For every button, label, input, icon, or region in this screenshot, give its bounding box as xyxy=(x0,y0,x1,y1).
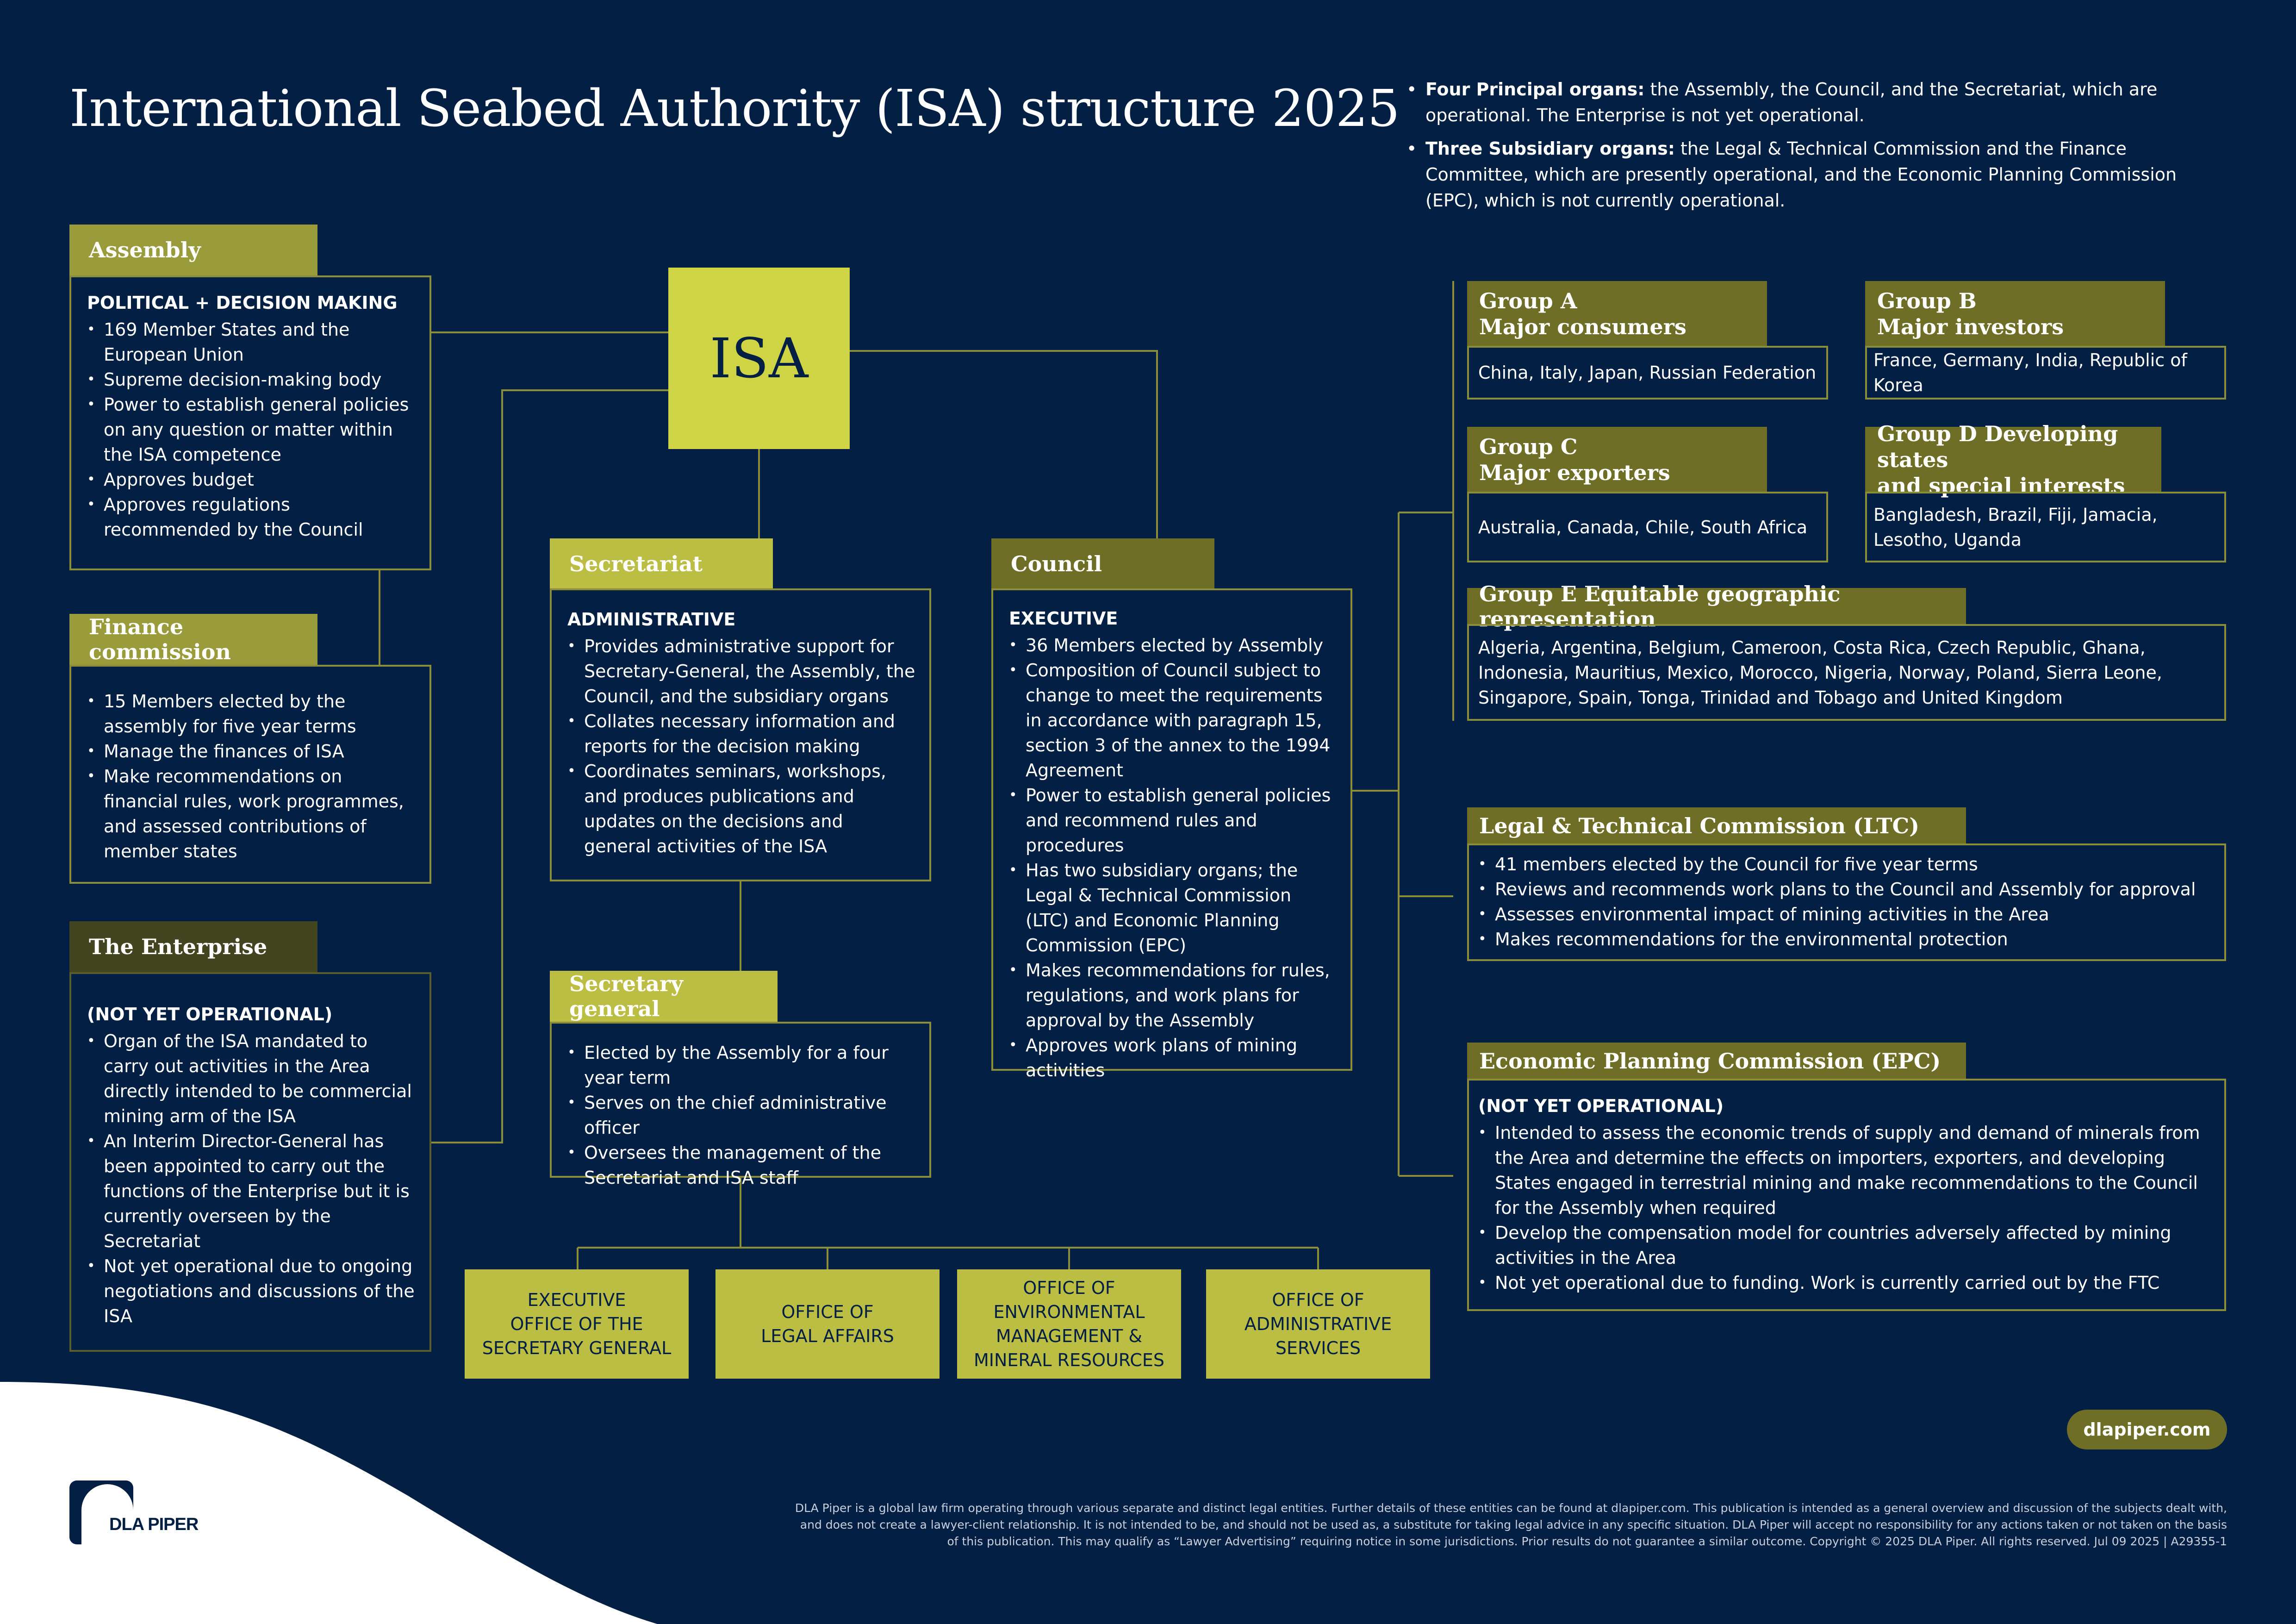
secretariat-tab: Secretariat xyxy=(550,538,773,589)
finance-list xyxy=(87,689,416,864)
group-a-title: Group A xyxy=(1479,288,1577,313)
group-e-members: Algeria, Argentina, Belgium, Cameroon, Costa Rica, Czech Republic, Ghana, Indonesia, Mauritius, Mexico, Morocco, Nigeria, Norway, Poland, Sierra Leone, Singapore, Spain, Tonga, Trinidad and Tobago and United Kingdom xyxy=(1467,624,2226,721)
list-item: • Approves regulations recommended by the Council xyxy=(87,492,416,542)
group-d-members: Bangladesh, Brazil, Fiji, Jamacia, Lesotho, Uganda xyxy=(1865,492,2226,562)
dla-piper-logo-text: DLA PIPER xyxy=(109,1515,199,1534)
group-b-tab xyxy=(1865,281,2165,347)
list-item: • Not yet operational due to funding. Work is currently carried out by the FTC xyxy=(1478,1270,2215,1295)
list-item: • Reviews and recommends work plans to the Council and Assembly for approval xyxy=(1478,877,2215,902)
secretariat-box xyxy=(550,588,931,881)
group-a-members: China, Italy, Japan, Russian Federation xyxy=(1467,346,1828,400)
ltc-box xyxy=(1467,843,2226,961)
list-item: • Collates necessary information and reports for the decision making xyxy=(567,709,915,759)
list-item: • Provides administrative support for Secretary-General, the Assembly, the Council, and the subsidiary organs xyxy=(567,634,915,709)
list-item: • Serves on the chief administrative officer xyxy=(567,1090,915,1140)
list-item: • 15 Members elected by the assembly for five year terms xyxy=(87,689,416,739)
list-item: • Develop the compensation model for countries adversely affected by mining activities in the Area xyxy=(1478,1220,2215,1270)
list-item: • Intended to assess the economic trends of supply and demand of minerals from the Area and determine the effects on importers, exporters, and developing States engaged in terrestrial mining and make recommendations to the Council for the Assembly when required xyxy=(1478,1120,2215,1220)
epc-box xyxy=(1467,1079,2226,1311)
council-box xyxy=(991,588,1352,1081)
group-d-title: Group D Developing states xyxy=(1877,421,2118,472)
group-c-tab xyxy=(1467,427,1767,493)
intro-item-subsidiary: • Three Subsidiary organs: the Legal & Technical Commission and the Finance Committee, which are presently operational, and the Economic Planning Commission (EPC), which is not currently operational. xyxy=(1405,136,2219,213)
group-c-title: Group C xyxy=(1479,434,1578,459)
office-administrative-services: OFFICE OF ADMINISTRATIVE SERVICES xyxy=(1206,1269,1430,1379)
group-d-tab xyxy=(1865,421,2161,498)
dla-piper-logo-mark xyxy=(69,1480,133,1544)
group-e-tab: Group E Equitable geographic representation xyxy=(1467,588,1966,625)
enterprise-list xyxy=(87,1029,416,1329)
list-item: • Make recommendations on financial rules, work programmes, and assessed contributions of member states xyxy=(87,764,416,864)
secretariat-list xyxy=(567,634,915,859)
enterprise-box xyxy=(69,972,431,1352)
list-item: • Composition of Council subject to change to meet the requirements in accordance with paragraph 15, section 3 of the annex to the 1994 Agreement xyxy=(1009,658,1337,783)
enterprise-heading: (NOT YET OPERATIONAL) xyxy=(87,1004,333,1024)
list-item: • Makes recommendations for rules, regulations, and work plans for approval by the Assembly xyxy=(1009,958,1337,1033)
list-item: • Makes recommendations for the environmental protection xyxy=(1478,927,2215,952)
list-item: • Supreme decision-making body xyxy=(87,367,416,392)
group-d-subtitle: and special interests xyxy=(1877,473,2125,498)
group-b-title: Group B xyxy=(1877,288,1977,313)
list-item: • Oversees the management of the Secretariat and ISA staff xyxy=(567,1140,915,1190)
list-item: • Assesses environmental impact of mining activities in the Area xyxy=(1478,902,2215,927)
list-item: • Approves work plans of mining activities xyxy=(1009,1033,1337,1083)
council-tab: Council xyxy=(991,538,1214,589)
assembly-heading: POLITICAL + DECISION MAKING xyxy=(87,293,398,313)
assembly-list xyxy=(87,317,416,542)
council-list xyxy=(1009,633,1337,1083)
assembly-box xyxy=(69,275,431,570)
list-item: • Coordinates seminars, workshops, and produces publications and updates on the decisions and general activities of the ISA xyxy=(567,759,915,859)
list-item: • 169 Member States and the European Union xyxy=(87,317,416,367)
list-item: • Power to establish general policies and recommend rules and procedures xyxy=(1009,783,1337,858)
enterprise-tab: The Enterprise xyxy=(69,921,317,972)
page-title: International Seabed Authority (ISA) structure 2025 xyxy=(69,79,1400,138)
ltc-list xyxy=(1478,852,2215,952)
group-b-subtitle: Major investors xyxy=(1877,314,2064,339)
secretary-general-box xyxy=(550,1022,931,1188)
epc-heading: (NOT YET OPERATIONAL) xyxy=(1478,1096,1724,1116)
list-item: • Has two subsidiary organs; the Legal & Technical Commission (LTC) and Economic Planning Commission (EPC) xyxy=(1009,858,1337,958)
disclaimer: DLA Piper is a global law firm operating through various separate and distinct legal entities. Further details of these entities can be found at dlapiper.com. This publication is intended as a general overview and discussion of the subjects dealt with, and does not create a lawyer-client relationship. It is not intended to be, and should not be used as, a substitute for taking legal advice in any specific situation. DLA Piper will accept no responsibility for any actions taken or not taken on the basis of this publication. This may qualify as “Lawyer Advertising” requiring notice in some jurisdictions. Prior results do not guarantee a similar outcome. Copyright © 2025 DLA Piper. All rights reserved. Jul 09 2025 | A29355-1 xyxy=(795,1501,2227,1548)
list-item: • Manage the finances of ISA xyxy=(87,739,416,764)
group-a-subtitle: Major consumers xyxy=(1479,314,1686,339)
office-environmental-management: OFFICE OF ENVIRONMENTAL MANAGEMENT & MINERAL RESOURCES xyxy=(957,1269,1181,1379)
list-item: • 36 Members elected by Assembly xyxy=(1009,633,1337,658)
list-item: • Not yet operational due to ongoing negotiations and discussions of the ISA xyxy=(87,1254,416,1329)
finance-box xyxy=(69,665,431,884)
list-item: • Elected by the Assembly for a four year term xyxy=(567,1040,915,1090)
secretary-general-tab: Secretary general xyxy=(550,971,778,1022)
list-item: • Organ of the ISA mandated to carry out activities in the Area directly intended to be commercial mining arm of the ISA xyxy=(87,1029,416,1129)
group-a-tab xyxy=(1467,281,1767,347)
epc-list xyxy=(1478,1120,2215,1295)
isa-box: ISA xyxy=(668,268,850,449)
assembly-tab: Assembly xyxy=(69,225,317,275)
list-item: • Approves budget xyxy=(87,467,416,492)
list-item: • 41 members elected by the Council for five year terms xyxy=(1478,852,2215,877)
intro-notes xyxy=(1405,76,2219,221)
dlapiper-link[interactable]: dlapiper.com xyxy=(2067,1410,2227,1449)
group-c-subtitle: Major exporters xyxy=(1479,460,1670,485)
secretary-general-list xyxy=(567,1040,915,1190)
epc-tab: Economic Planning Commission (EPC) xyxy=(1467,1043,1966,1080)
finance-tab: Finance commission xyxy=(69,614,317,665)
council-heading: EXECUTIVE xyxy=(1009,608,1118,629)
group-c-members: Australia, Canada, Chile, South Africa xyxy=(1467,492,1828,562)
secretariat-heading: ADMINISTRATIVE xyxy=(567,609,736,630)
intro-item-principal: • Four Principal organs: the Assembly, the Council, and the Secretariat, which are operational. The Enterprise is not yet operational. xyxy=(1405,76,2219,128)
list-item: • An Interim Director-General has been appointed to carry out the functions of the Enterprise but it is currently overseen by the Secretariat xyxy=(87,1129,416,1254)
office-executive-secretary-general: EXECUTIVE OFFICE OF THE SECRETARY GENERAL xyxy=(465,1269,689,1379)
ltc-tab: Legal & Technical Commission (LTC) xyxy=(1467,807,1966,844)
list-item: • Power to establish general policies on any question or matter within the ISA competence xyxy=(87,392,416,467)
group-b-members: France, Germany, India, Republic of Korea xyxy=(1865,346,2226,400)
office-legal-affairs: OFFICE OF LEGAL AFFAIRS xyxy=(716,1269,940,1379)
